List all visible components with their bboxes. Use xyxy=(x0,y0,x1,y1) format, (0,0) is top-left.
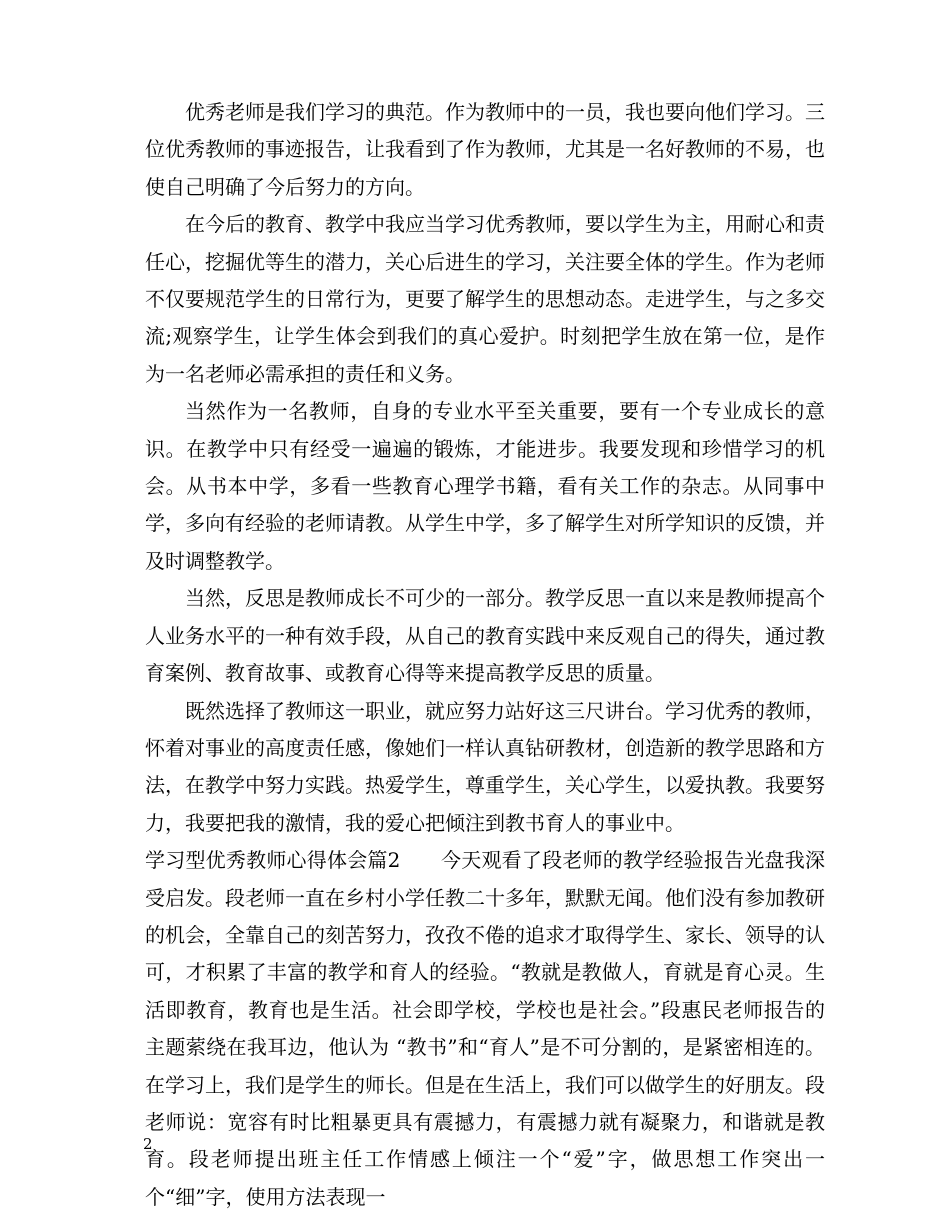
paragraph-1: 优秀老师是我们学习的典范。作为教师中的一员，我也要向他们学习。三位优秀教师的事迹报告，让我看到了作为教师，尤其是一名好教师的不易，也使自己明确了今后努力的方向。 xyxy=(145,100,825,199)
page-number: 2 xyxy=(143,1135,153,1153)
paragraph-6: 学习型优秀教师心得体会篇2 今天观看了段老师的教学经验报告光盘我深受启发。段老师一直在乡村小学任教二十多年，默默无闻。他们没有参加教研的机会，全靠自己的刻苦努力，孜孜不倦的追求才取得学生、家长、领导的认可，才积累了丰富的教学和育人的经验。“教就是教做人，育就是育心灵。生活即教育，教育也是生活。社会即学校，学校也是社会。”段惠民老师报告的主题萦绕在我耳边，他认为 “教书”和“育人”是不可分割的，是紧密相连的。在学习上，我们是学生的师长。但是在生活上，我们可以做学生的好朋友。段老师说：宽容有时比粗暴更具有震撼力，有震撼力就有凝聚力，和谐就是教育。段老师提出班主任工作情感上倾注一个“爱”字，做思想工作突出一个“细”字，使用方法表现一 xyxy=(145,848,825,1209)
paragraph-3: 当然作为一名教师，自身的专业水平至关重要，要有一个专业成长的意识。在教学中只有经受一遍遍的锻炼，才能进步。我要发现和珍惜学习的机会。从书本中学，多看一些教育心理学书籍，看有关工作的杂志。从同事中学，多向有经验的老师请教。从学生中学，多了解学生对所学知识的反馈，并及时调整教学。 xyxy=(145,399,825,573)
document-body xyxy=(145,94,825,1216)
paragraph-2: 在今后的教育、教学中我应当学习优秀教师，要以学生为主，用耐心和责任心，挖掘优等生的潜力，关心后进生的学习，关注要全体的学生。作为老师不仅要规范学生的日常行为，更要了解学生的思想动态。走进学生，与之多交流;观察学生，让学生体会到我们的真心爱护。时刻把学生放在第一位，是作为一名老师必需承担的责任和义务。 xyxy=(145,212,825,386)
paragraph-4: 当然，反思是教师成长不可少的一部分。教学反思一直以来是教师提高个人业务水平的一种有效手段，从自己的教育实践中来反观自己的得失，通过教育案例、教育故事、或教育心得等来提高教学反思的质量。 xyxy=(145,586,825,686)
paragraph-5: 既然选择了教师这一职业，就应努力站好这三尺讲台。学习优秀的教师，怀着对事业的高度责任感，像她们一样认真钻研教材，创造新的教学思路和方法，在教学中努力实践。热爱学生，尊重学生，关心学生，以爱执教。我要努力，我要把我的激情，我的爱心把倾注到教书育人的事业中。 xyxy=(145,698,825,835)
